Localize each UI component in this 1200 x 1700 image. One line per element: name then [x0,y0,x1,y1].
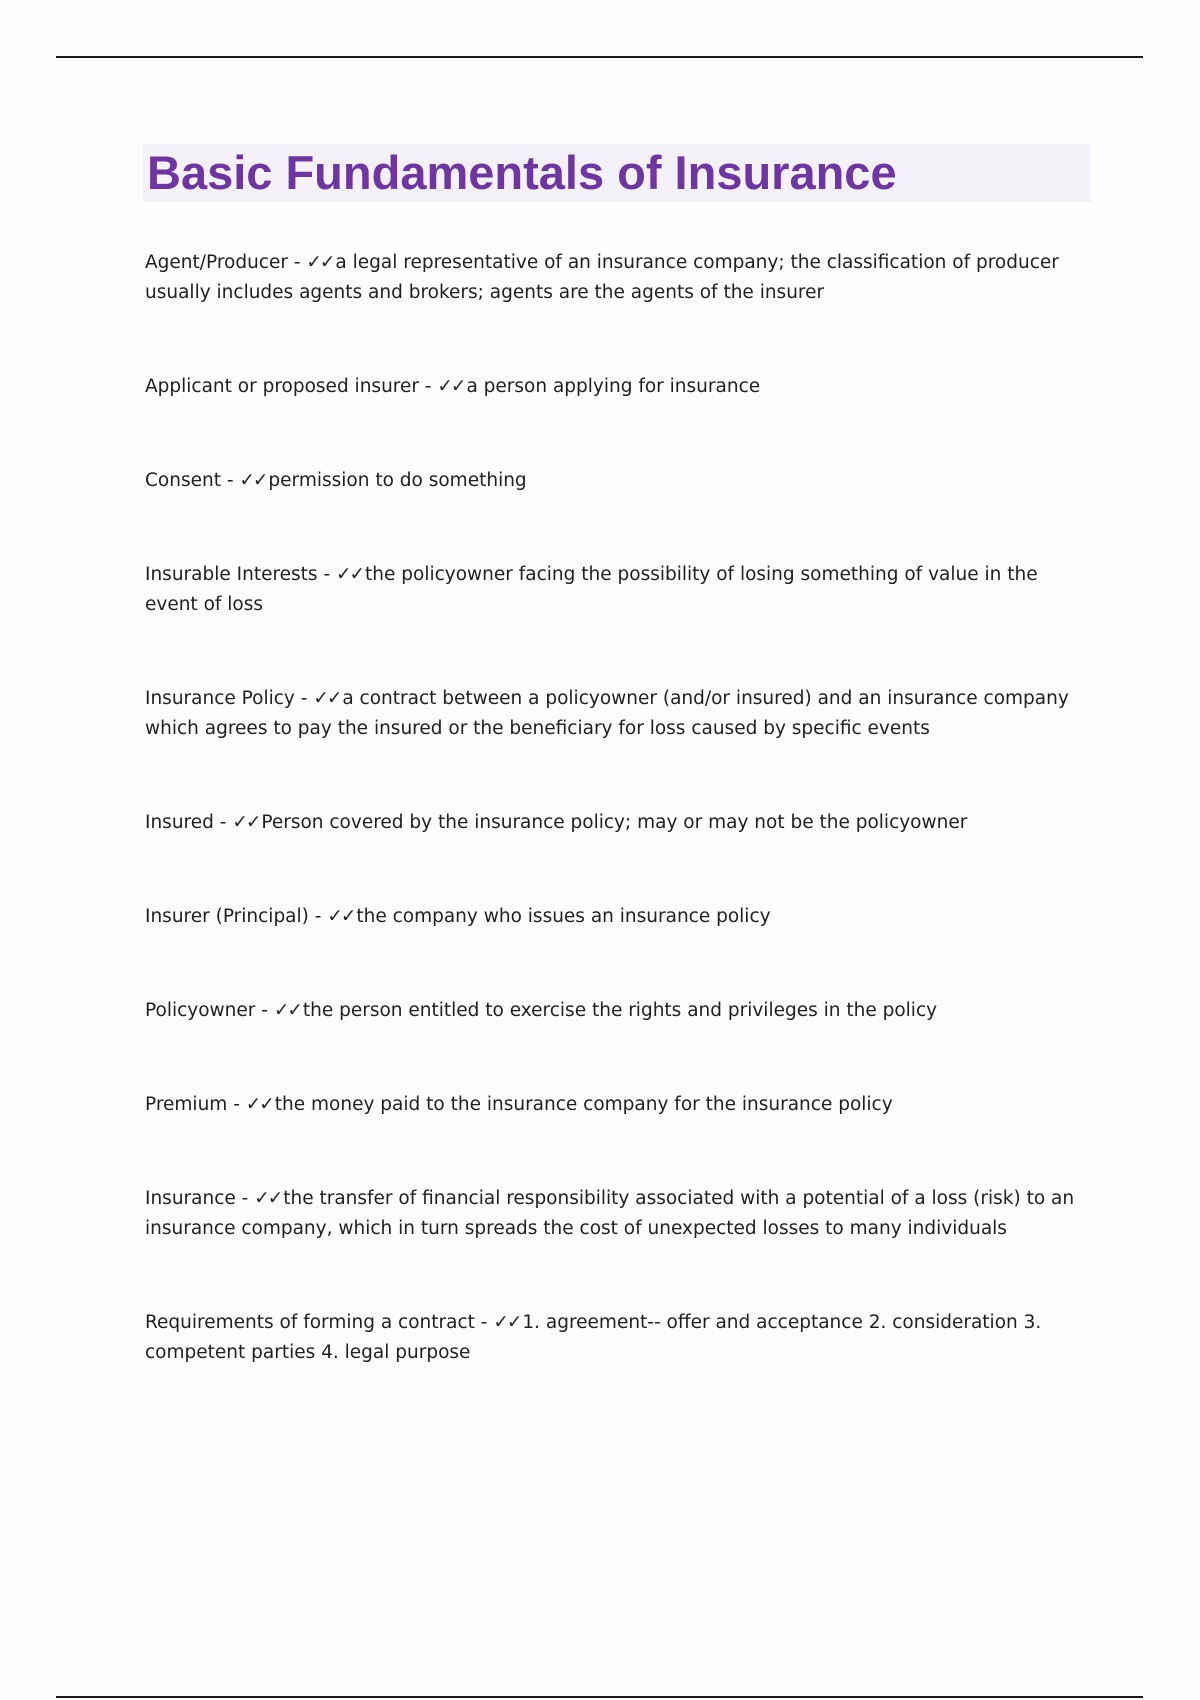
glossary-entry [145,560,1075,620]
double-check-icon: ✓✓ [245,1094,273,1115]
glossary-entry [145,1090,1075,1120]
entry-definition: the money paid to the insurance company for the insurance policy [274,1094,893,1115]
entry-term: Insurer (Principal) [145,906,309,927]
double-check-icon: ✓✓ [327,906,355,927]
glossary-entry [145,996,1075,1026]
glossary-entry [145,1184,1075,1244]
entry-term: Requirements of forming a contract [145,1312,475,1333]
glossary-entry [145,372,1075,402]
double-check-icon: ✓✓ [313,688,341,709]
double-check-icon: ✓✓ [232,812,260,833]
entry-separator: - [294,688,314,709]
double-check-icon: ✓✓ [493,1312,521,1333]
entry-term: Agent/Producer [145,252,288,273]
entry-separator: - [418,376,438,397]
entry-definition: the transfer of financial responsibility associated with a potential of a loss (risk) to an insurance company, which in turn spreads the cost of unexpected losses to many individuals [145,1188,1075,1239]
entry-definition: the company who issues an insurance policy [356,906,771,927]
entry-separator: - [213,812,233,833]
entry-separator: - [474,1312,494,1333]
entry-term: Insurance [145,1188,236,1209]
entry-term: Applicant or proposed insurer [145,376,419,397]
entry-definition: 1. agreement-- offer and acceptance 2. consideration 3. competent parties 4. legal purpose [145,1312,1042,1363]
page-title: Basic Fundamentals of Insurance [147,146,897,199]
glossary-entry [145,248,1075,308]
entry-separator: - [220,470,240,491]
entry-term: Insurable Interests [145,564,318,585]
entry-term: Policyowner [145,1000,256,1021]
entry-definition: a legal representative of an insurance company; the classification of producer usually includes agents and brokers; agents are the agents of the insurer [145,252,1059,303]
entry-separator: - [235,1188,255,1209]
top-rule [56,56,1143,58]
entry-separator: - [227,1094,246,1115]
entry-separator: - [308,906,328,927]
entry-separator: - [287,252,307,273]
entry-definition: a contract between a policyowner (and/or insured) and an insurance company which agrees to pay the insured or the beneficiary for loss caused by specific events [145,688,1069,739]
glossary-entry [145,684,1075,744]
entry-term: Insurance Policy [145,688,295,709]
double-check-icon: ✓✓ [306,252,334,273]
glossary-entry [145,902,1075,932]
double-check-icon: ✓✓ [336,564,364,585]
entry-term: Consent [145,470,221,491]
entry-term: Insured [145,812,214,833]
double-check-icon: ✓✓ [254,1188,282,1209]
double-check-icon: ✓✓ [239,470,267,491]
entry-term: Premium [145,1094,228,1115]
glossary-list [145,248,1075,1432]
bottom-rule [56,1696,1143,1698]
entry-definition: a person applying for insurance [466,376,761,397]
glossary-entry [145,466,1075,496]
entry-definition: permission to do something [268,470,527,491]
entry-separator: - [255,1000,274,1021]
entry-definition: the person entitled to exercise the rights and privileges in the policy [302,1000,938,1021]
glossary-entry [145,808,1075,838]
entry-definition: the policyowner facing the possibility of losing something of value in the event of loss [145,564,1038,615]
title-banner [143,144,1091,202]
entry-separator: - [317,564,336,585]
entry-definition: Person covered by the insurance policy; may or may not be the policyowner [261,812,968,833]
double-check-icon: ✓✓ [437,376,465,397]
glossary-entry [145,1308,1075,1368]
double-check-icon: ✓✓ [273,1000,301,1021]
